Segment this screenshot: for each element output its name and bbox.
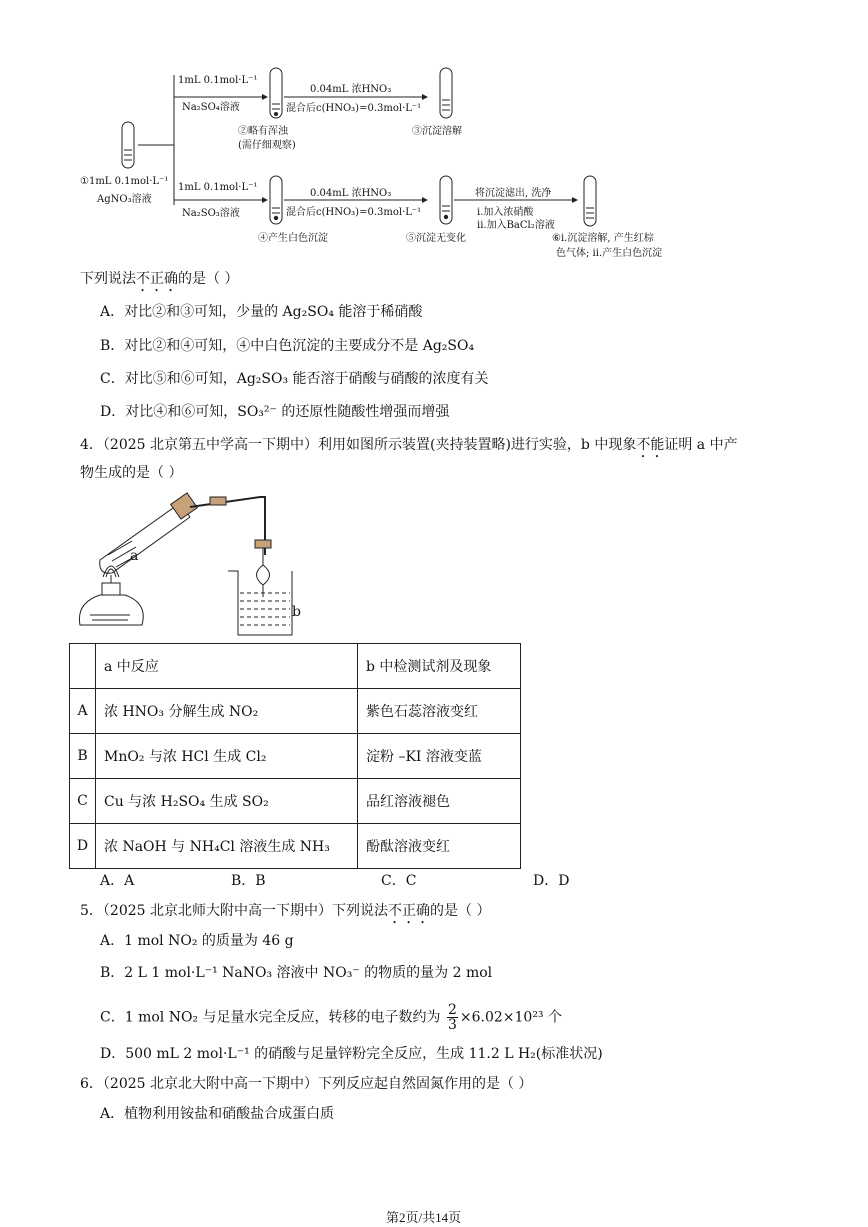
label-a: a <box>130 548 139 564</box>
table-row <box>70 734 521 779</box>
q5-option-c[interactable]: C．1 mol NO₂ 与足量水完全反应，转移的电子数约为 $\frac{2}{3}$ ×6.02×10²³ 个 <box>100 1002 562 1033</box>
apparatus-figure <box>70 485 310 640</box>
test-tube-1 <box>122 122 134 168</box>
q3-option-c[interactable]: C．对比⑤和⑥可知，Ag₂SO₃ 能否溶于硝酸与硝酸的浓度有关 <box>100 371 489 387</box>
q3-option-a[interactable]: A．对比②和③可知，少量的 Ag₂SO₄ 能溶于稀硝酸 <box>100 304 423 320</box>
tube3-label: ③沉淀溶解 <box>412 126 462 137</box>
table-header-cell <box>70 644 96 689</box>
table-cell: Cu 与浓 H₂SO₄ 生成 SO₂ <box>96 779 358 824</box>
fraction-numerator: 2 <box>447 1002 457 1018</box>
test-tube-4 <box>270 176 282 224</box>
test-tube-5 <box>440 176 452 224</box>
bottom-arrow3-label-3: ii.加入BaCl₂溶液 <box>477 220 555 231</box>
test-tube-3 <box>440 68 452 118</box>
q4-answer-b[interactable]: B．B <box>231 873 266 889</box>
beaker-b <box>228 540 292 635</box>
bottom-arrow3-label-2: i.加入浓硝酸 <box>477 207 534 218</box>
top-reagent-2: Na₂SO₄溶液 <box>182 102 240 113</box>
q5-option-a[interactable]: A．1 mol NO₂ 的质量为 46 g <box>100 933 294 949</box>
q3-option-b[interactable]: B．对比②和④可知，④中白色沉淀的主要成分不是 Ag₂SO₄ <box>100 338 475 354</box>
label-b: b <box>292 604 301 620</box>
test-tube-a <box>100 493 198 573</box>
table-cell: 浓 NaOH 与 NH₄Cl 溶液生成 NH₃ <box>96 824 358 869</box>
tube4-label: ④产生白色沉淀 <box>258 233 328 244</box>
top-arrow2-label-2: 混合后c(HNO₃)=0.3mol·L⁻¹ <box>286 103 422 114</box>
table-cell: C <box>70 779 96 824</box>
table-cell: D <box>70 824 96 869</box>
q5-stem: 5．（2025 北京北师大附中高一下期中）下列说法不正确的是（ ） <box>80 903 491 919</box>
start-tube-label-1: ①1mL 0.1mol·L⁻¹ <box>80 176 169 187</box>
q4-answer-a[interactable]: A．A <box>100 873 135 889</box>
q6-option-a[interactable]: A．植物利用铵盐和硝酸盐合成蛋白质 <box>100 1106 335 1122</box>
q4-stem-line1: 4．（2025 北京第五中学高一下期中）利用如图所示装置(夹持装置略)进行实验，b 中现象不能证明 a 中产 <box>80 437 738 453</box>
table-cell: 紫色石蕊溶液变红 <box>358 689 521 734</box>
fraction <box>447 1003 458 1032</box>
start-tube-label-2: AgNO₃溶液 <box>97 194 152 205</box>
table-header-cell: a 中反应 <box>96 644 358 689</box>
table-cell: A <box>70 689 96 734</box>
q3-stem: 下列说法不正确的是（ ） <box>80 271 239 287</box>
bottom-arrow2-label-1: 0.04mL 浓HNO₃ <box>310 188 392 199</box>
q4-stem-line2: 物生成的是（ ） <box>80 465 183 481</box>
test-tube-6 <box>584 176 596 226</box>
table-row <box>70 779 521 824</box>
q4-table <box>69 643 521 869</box>
q3-option-d[interactable]: D．对比④和⑥可知，SO₃²⁻ 的还原性随酸性增强而增强 <box>100 404 450 420</box>
tube6-label-2: 色气体; ii.产生白色沉淀 <box>556 248 663 259</box>
q6-stem: 6．（2025 北京北大附中高一下期中）下列反应起自然固氮作用的是（ ） <box>80 1076 533 1092</box>
table-row <box>70 824 521 869</box>
bottom-arrow3-label-1: 将沉淀滤出, 洗净 <box>475 188 552 199</box>
bottom-reagent-1: 1mL 0.1mol·L⁻¹ <box>178 182 258 193</box>
test-tube-2 <box>270 68 282 118</box>
q5-option-d[interactable]: D．500 mL 2 mol·L⁻¹ 的硝酸与足量锌粉完全反应，生成 11.2 L H₂(标准状况) <box>100 1046 603 1062</box>
tube6-label-1: ⑥i.沉淀溶解, 产生红棕 <box>552 233 654 244</box>
page-footer: 第2页/共14页 <box>386 1210 462 1225</box>
table-cell: 淀粉 –KI 溶液变蓝 <box>358 734 521 779</box>
alcohol-lamp <box>79 566 143 625</box>
table-header-row <box>70 644 521 689</box>
table-cell: B <box>70 734 96 779</box>
tube5-label: ⑤沉淀无变化 <box>406 233 466 244</box>
top-reagent-1: 1mL 0.1mol·L⁻¹ <box>178 75 258 86</box>
tube2-label-2: (需仔细观察) <box>238 140 296 151</box>
table-row <box>70 689 521 734</box>
fraction-denominator: 3 <box>447 1017 457 1033</box>
table-cell: 浓 HNO₃ 分解生成 NO₂ <box>96 689 358 734</box>
q4-answer-c[interactable]: C．C <box>381 873 417 889</box>
q5-option-b[interactable]: B．2 L 1 mol·L⁻¹ NaNO₃ 溶液中 NO₃⁻ 的物质的量为 2 mol <box>100 965 493 981</box>
table-header-cell: b 中检测试剂及现象 <box>358 644 521 689</box>
top-arrow2-label-1: 0.04mL 浓HNO₃ <box>310 84 392 95</box>
table-cell: 酚酞溶液变红 <box>358 824 521 869</box>
bottom-arrow2-label-2: 混合后c(HNO₃)=0.3mol·L⁻¹ <box>286 207 422 218</box>
bottom-reagent-2: Na₂SO₃溶液 <box>182 208 240 219</box>
table-cell: 品红溶液褪色 <box>358 779 521 824</box>
q4-answer-d[interactable]: D．D <box>533 873 570 889</box>
table-cell: MnO₂ 与浓 HCl 生成 Cl₂ <box>96 734 358 779</box>
tube2-label-1: ②略有浑浊 <box>238 126 288 137</box>
